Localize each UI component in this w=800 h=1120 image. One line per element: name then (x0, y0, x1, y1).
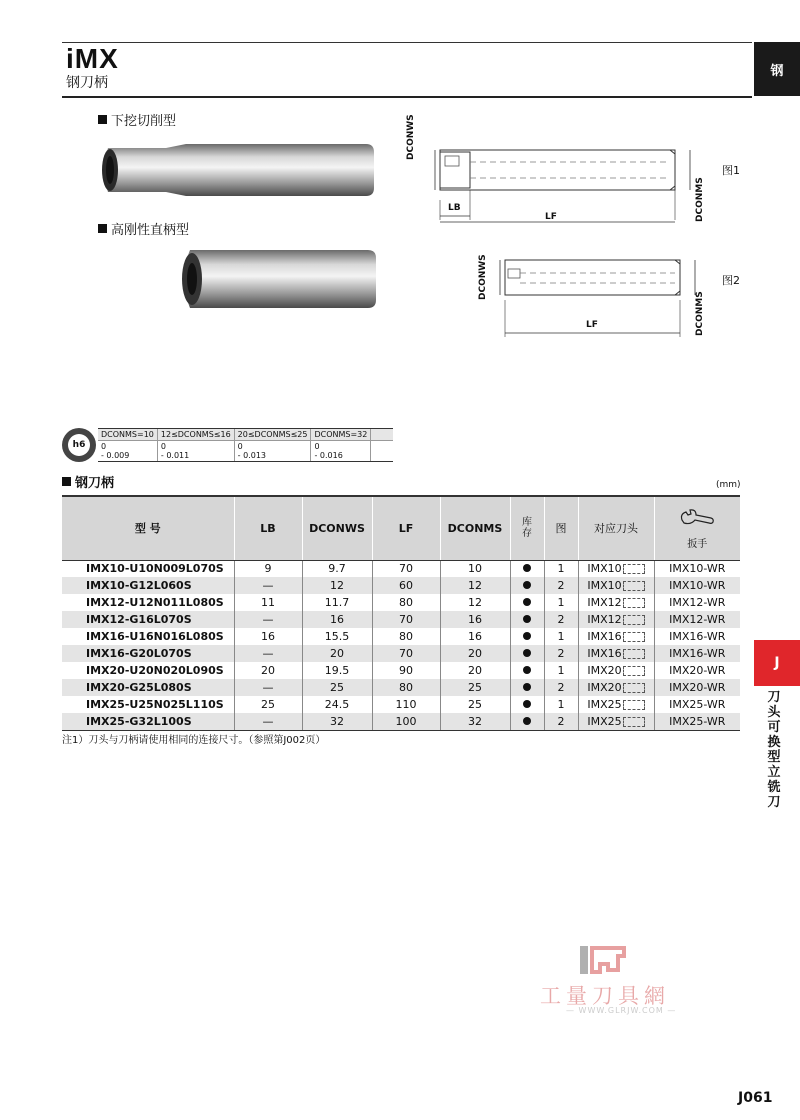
stock-dot-icon (523, 598, 531, 606)
brand-title: iMX (66, 43, 119, 74)
lf-cell: 70 (372, 560, 440, 577)
section-main-label: 钢刀柄 (75, 476, 115, 491)
section-main (62, 472, 114, 491)
dconws-cell: 16 (302, 611, 372, 628)
stock-dot-icon (523, 666, 531, 674)
lb-cell: 16 (234, 628, 302, 645)
tol-header: 20≤DCONMS≤25 (234, 429, 311, 441)
watermark-logo-icon (578, 944, 628, 976)
section-straight-label: 高刚性直柄型 (111, 223, 190, 238)
stock-dot-icon (523, 615, 531, 623)
stock-dot-icon (523, 717, 531, 725)
dconms-cell: 20 (440, 645, 510, 662)
fig1-lf-label: LF (545, 212, 557, 222)
table-row (62, 713, 740, 730)
fig2-label: 图2 (722, 274, 740, 287)
square-bullet-icon (62, 477, 71, 486)
head-cell (578, 560, 654, 577)
head-text: IMX16 (587, 647, 622, 660)
stock-dot-icon (523, 564, 531, 572)
dconws-cell: 24.5 (302, 696, 372, 713)
dconms-cell: 16 (440, 628, 510, 645)
tol-header: DCONMS=32 (311, 429, 371, 441)
wrench-cell: IMX10-WR (654, 560, 740, 577)
lb-cell: 11 (234, 594, 302, 611)
head-cell (578, 662, 654, 679)
dconms-cell: 12 (440, 577, 510, 594)
dconms-cell: 20 (440, 662, 510, 679)
col-lb: LB (234, 496, 302, 560)
head-cell (578, 645, 654, 662)
model-cell: IMX16-G20L070S (62, 645, 234, 662)
dashed-box-icon (623, 700, 645, 710)
table-row (62, 594, 740, 611)
dconws-cell: 32 (302, 713, 372, 730)
stock-cell (510, 662, 544, 679)
head-text: IMX10 (587, 562, 622, 576)
dconws-cell: 15.5 (302, 628, 372, 645)
tol-header: DCONMS=10 (98, 429, 157, 441)
head-text: IMX12 (587, 613, 622, 626)
fig1-label: 图1 (722, 164, 740, 177)
tol-upper: 0 (314, 442, 320, 451)
tol-upper: 0 (101, 442, 107, 451)
model-cell: IMX12-U12N011L080S (86, 596, 224, 609)
dashed-box-icon (623, 598, 645, 608)
diagram-fig2 (480, 255, 730, 340)
head-text: IMX16 (587, 630, 622, 643)
head-cell (578, 628, 654, 645)
dconws-cell: 19.5 (302, 662, 372, 679)
stock-cell (510, 628, 544, 645)
tol-header: 12≤DCONMS≤16 (157, 429, 234, 441)
header-bottom-rule (62, 96, 752, 98)
tol-upper: 0 (237, 442, 243, 451)
model-cell: IMX10-U10N009L070S (86, 562, 224, 576)
col-model: 型 号 (62, 496, 234, 560)
stock-dot-icon (523, 700, 531, 708)
fig-cell: 2 (544, 611, 578, 628)
head-text: IMX20 (587, 681, 622, 694)
fig2-dconws-label: DCONWS (478, 254, 488, 300)
dashed-box-icon (623, 683, 645, 693)
lf-cell: 70 (372, 611, 440, 628)
head-cell (578, 679, 654, 696)
section-undercut-label: 下挖切削型 (111, 114, 177, 129)
col-lf: LF (372, 496, 440, 560)
lb-cell: — (234, 577, 302, 594)
fig-cell: 2 (544, 577, 578, 594)
dashed-box-icon (623, 564, 645, 574)
col-dconws: DCONWS (302, 496, 372, 560)
head-cell (578, 713, 654, 730)
model-cell: IMX12-G16L070S (62, 611, 234, 628)
head-text: IMX25 (587, 714, 622, 728)
head-cell (578, 577, 654, 594)
header-top-rule (62, 42, 752, 43)
model-cell: IMX10-G12L060S (62, 577, 234, 594)
head-text: IMX12 (587, 596, 622, 609)
fig-cell: 1 (544, 628, 578, 645)
side-category-label: 刀头可换型立铣刀 (767, 690, 781, 810)
dashed-box-icon (623, 581, 645, 591)
col-wrench (654, 496, 740, 560)
wrench-cell: IMX12-WR (654, 611, 740, 628)
stock-dot-icon (523, 632, 531, 640)
wrench-cell: IMX16-WR (654, 628, 740, 645)
lb-cell: 20 (234, 662, 302, 679)
footnote: 注1）刀头与刀柄请使用相同的连接尺寸。（参照第J002页） (62, 735, 326, 746)
dashed-box-icon (623, 615, 645, 625)
dconms-cell: 25 (440, 696, 510, 713)
tolerance-badge-text: h6 (68, 434, 90, 456)
stock-cell (510, 594, 544, 611)
fig2-lf-label: LF (586, 320, 598, 330)
col-stock: 库存 (510, 496, 544, 560)
fig-cell: 1 (544, 560, 578, 577)
dconws-cell: 12 (302, 577, 372, 594)
col-dconms: DCONMS (440, 496, 510, 560)
diagram-fig1 (405, 140, 745, 230)
wrench-cell: IMX25-WR (654, 713, 740, 730)
head-text: IMX10 (587, 579, 622, 592)
table-row (62, 628, 740, 645)
side-tab-steel[interactable]: 钢 (754, 42, 800, 96)
lf-cell: 90 (372, 662, 440, 679)
wrench-cell: IMX10-WR (654, 577, 740, 594)
undercut-shank-image (96, 140, 378, 200)
model-cell: IMX20-G25L080S (62, 679, 234, 696)
fig-cell: 1 (544, 594, 578, 611)
lf-cell: 100 (372, 713, 440, 730)
dconms-cell: 10 (440, 560, 510, 577)
lb-cell: 25 (234, 696, 302, 713)
head-cell (578, 696, 654, 713)
stock-cell (510, 696, 544, 713)
dashed-box-icon (623, 666, 645, 676)
fig-cell: 2 (544, 713, 578, 730)
table-row (62, 662, 740, 679)
wrench-label: 扳手 (687, 539, 708, 551)
square-bullet-icon (98, 224, 107, 233)
dconws-cell: 11.7 (302, 594, 372, 611)
tol-lower: - 0.013 (237, 451, 267, 460)
lb-cell: — (234, 611, 302, 628)
wrench-cell: IMX20-WR (654, 662, 740, 679)
dashed-box-icon (623, 717, 645, 727)
lf-cell: 70 (372, 645, 440, 662)
wrench-cell: IMX16-WR (654, 645, 740, 662)
dashed-box-icon (623, 649, 645, 659)
tolerance-table (98, 428, 393, 462)
wrench-cell: IMX12-WR (654, 594, 740, 611)
model-cell: IMX20-U20N020L090S (86, 664, 224, 677)
fig-cell: 2 (544, 645, 578, 662)
stock-cell (510, 577, 544, 594)
h6-tolerance-icon (62, 428, 96, 462)
stock-dot-icon (523, 649, 531, 657)
fig2-dconms-label: DCONMS (695, 291, 705, 336)
head-cell (578, 611, 654, 628)
square-bullet-icon (98, 115, 107, 124)
stock-cell (510, 713, 544, 730)
dconws-cell: 20 (302, 645, 372, 662)
lf-cell: 60 (372, 577, 440, 594)
model-cell: IMX16-U16N016L080S (86, 630, 224, 643)
tol-upper: 0 (160, 442, 166, 451)
watermark-text: 工量刀具網 (540, 984, 670, 1008)
straight-shank-image (170, 246, 380, 312)
fig1-dconws-label: DCONWS (406, 114, 416, 160)
stock-cell (510, 645, 544, 662)
page-subtitle: 钢刀柄 (66, 75, 108, 91)
lb-cell: — (234, 679, 302, 696)
tol-lower: - 0.016 (314, 451, 343, 460)
head-cell (578, 594, 654, 611)
spec-table (62, 495, 740, 731)
table-row (62, 560, 740, 577)
section-straight (98, 219, 189, 238)
table-row (62, 611, 740, 628)
fig1-dconms-label: DCONMS (695, 177, 705, 222)
lb-cell: — (234, 645, 302, 662)
table-row (62, 696, 740, 713)
tol-lower: - 0.011 (160, 451, 190, 460)
wrench-cell: IMX20-WR (654, 679, 740, 696)
dconms-cell: 16 (440, 611, 510, 628)
fig-cell: 2 (544, 679, 578, 696)
fig1-lb-label: LB (448, 203, 461, 213)
lb-cell: 9 (234, 560, 302, 577)
fig-cell: 1 (544, 696, 578, 713)
stock-cell (510, 611, 544, 628)
page-number: J061 (738, 1090, 773, 1106)
stock-cell (510, 679, 544, 696)
lf-cell: 110 (372, 696, 440, 713)
lb-cell: — (234, 713, 302, 730)
lf-cell: 80 (372, 628, 440, 645)
lf-cell: 80 (372, 594, 440, 611)
stock-cell (510, 560, 544, 577)
wrench-icon (678, 506, 716, 528)
dconws-cell: 9.7 (302, 560, 372, 577)
unit-label: (mm) (716, 480, 741, 490)
model-cell: IMX25-U25N025L110S (86, 698, 224, 711)
stock-dot-icon (523, 683, 531, 691)
table-row (62, 577, 740, 594)
head-text: IMX20 (587, 664, 622, 677)
fig-cell: 1 (544, 662, 578, 679)
col-head: 对应刀头 (578, 496, 654, 560)
model-cell: IMX25-G32L100S (62, 713, 234, 730)
table-row (62, 645, 740, 662)
side-tab-j[interactable]: J (754, 640, 800, 686)
lf-cell: 80 (372, 679, 440, 696)
dconws-cell: 25 (302, 679, 372, 696)
dconms-cell: 32 (440, 713, 510, 730)
tol-lower: - 0.009 (101, 451, 130, 460)
col-fig: 图 (544, 496, 578, 560)
dashed-box-icon (623, 632, 645, 642)
head-text: IMX25 (587, 698, 622, 711)
table-row (62, 679, 740, 696)
wrench-cell: IMX25-WR (654, 696, 740, 713)
dconms-cell: 12 (440, 594, 510, 611)
stock-dot-icon (523, 581, 531, 589)
watermark-url: — WWW.GLRJW.COM — (566, 1006, 677, 1015)
section-undercut (98, 110, 176, 129)
dconms-cell: 25 (440, 679, 510, 696)
